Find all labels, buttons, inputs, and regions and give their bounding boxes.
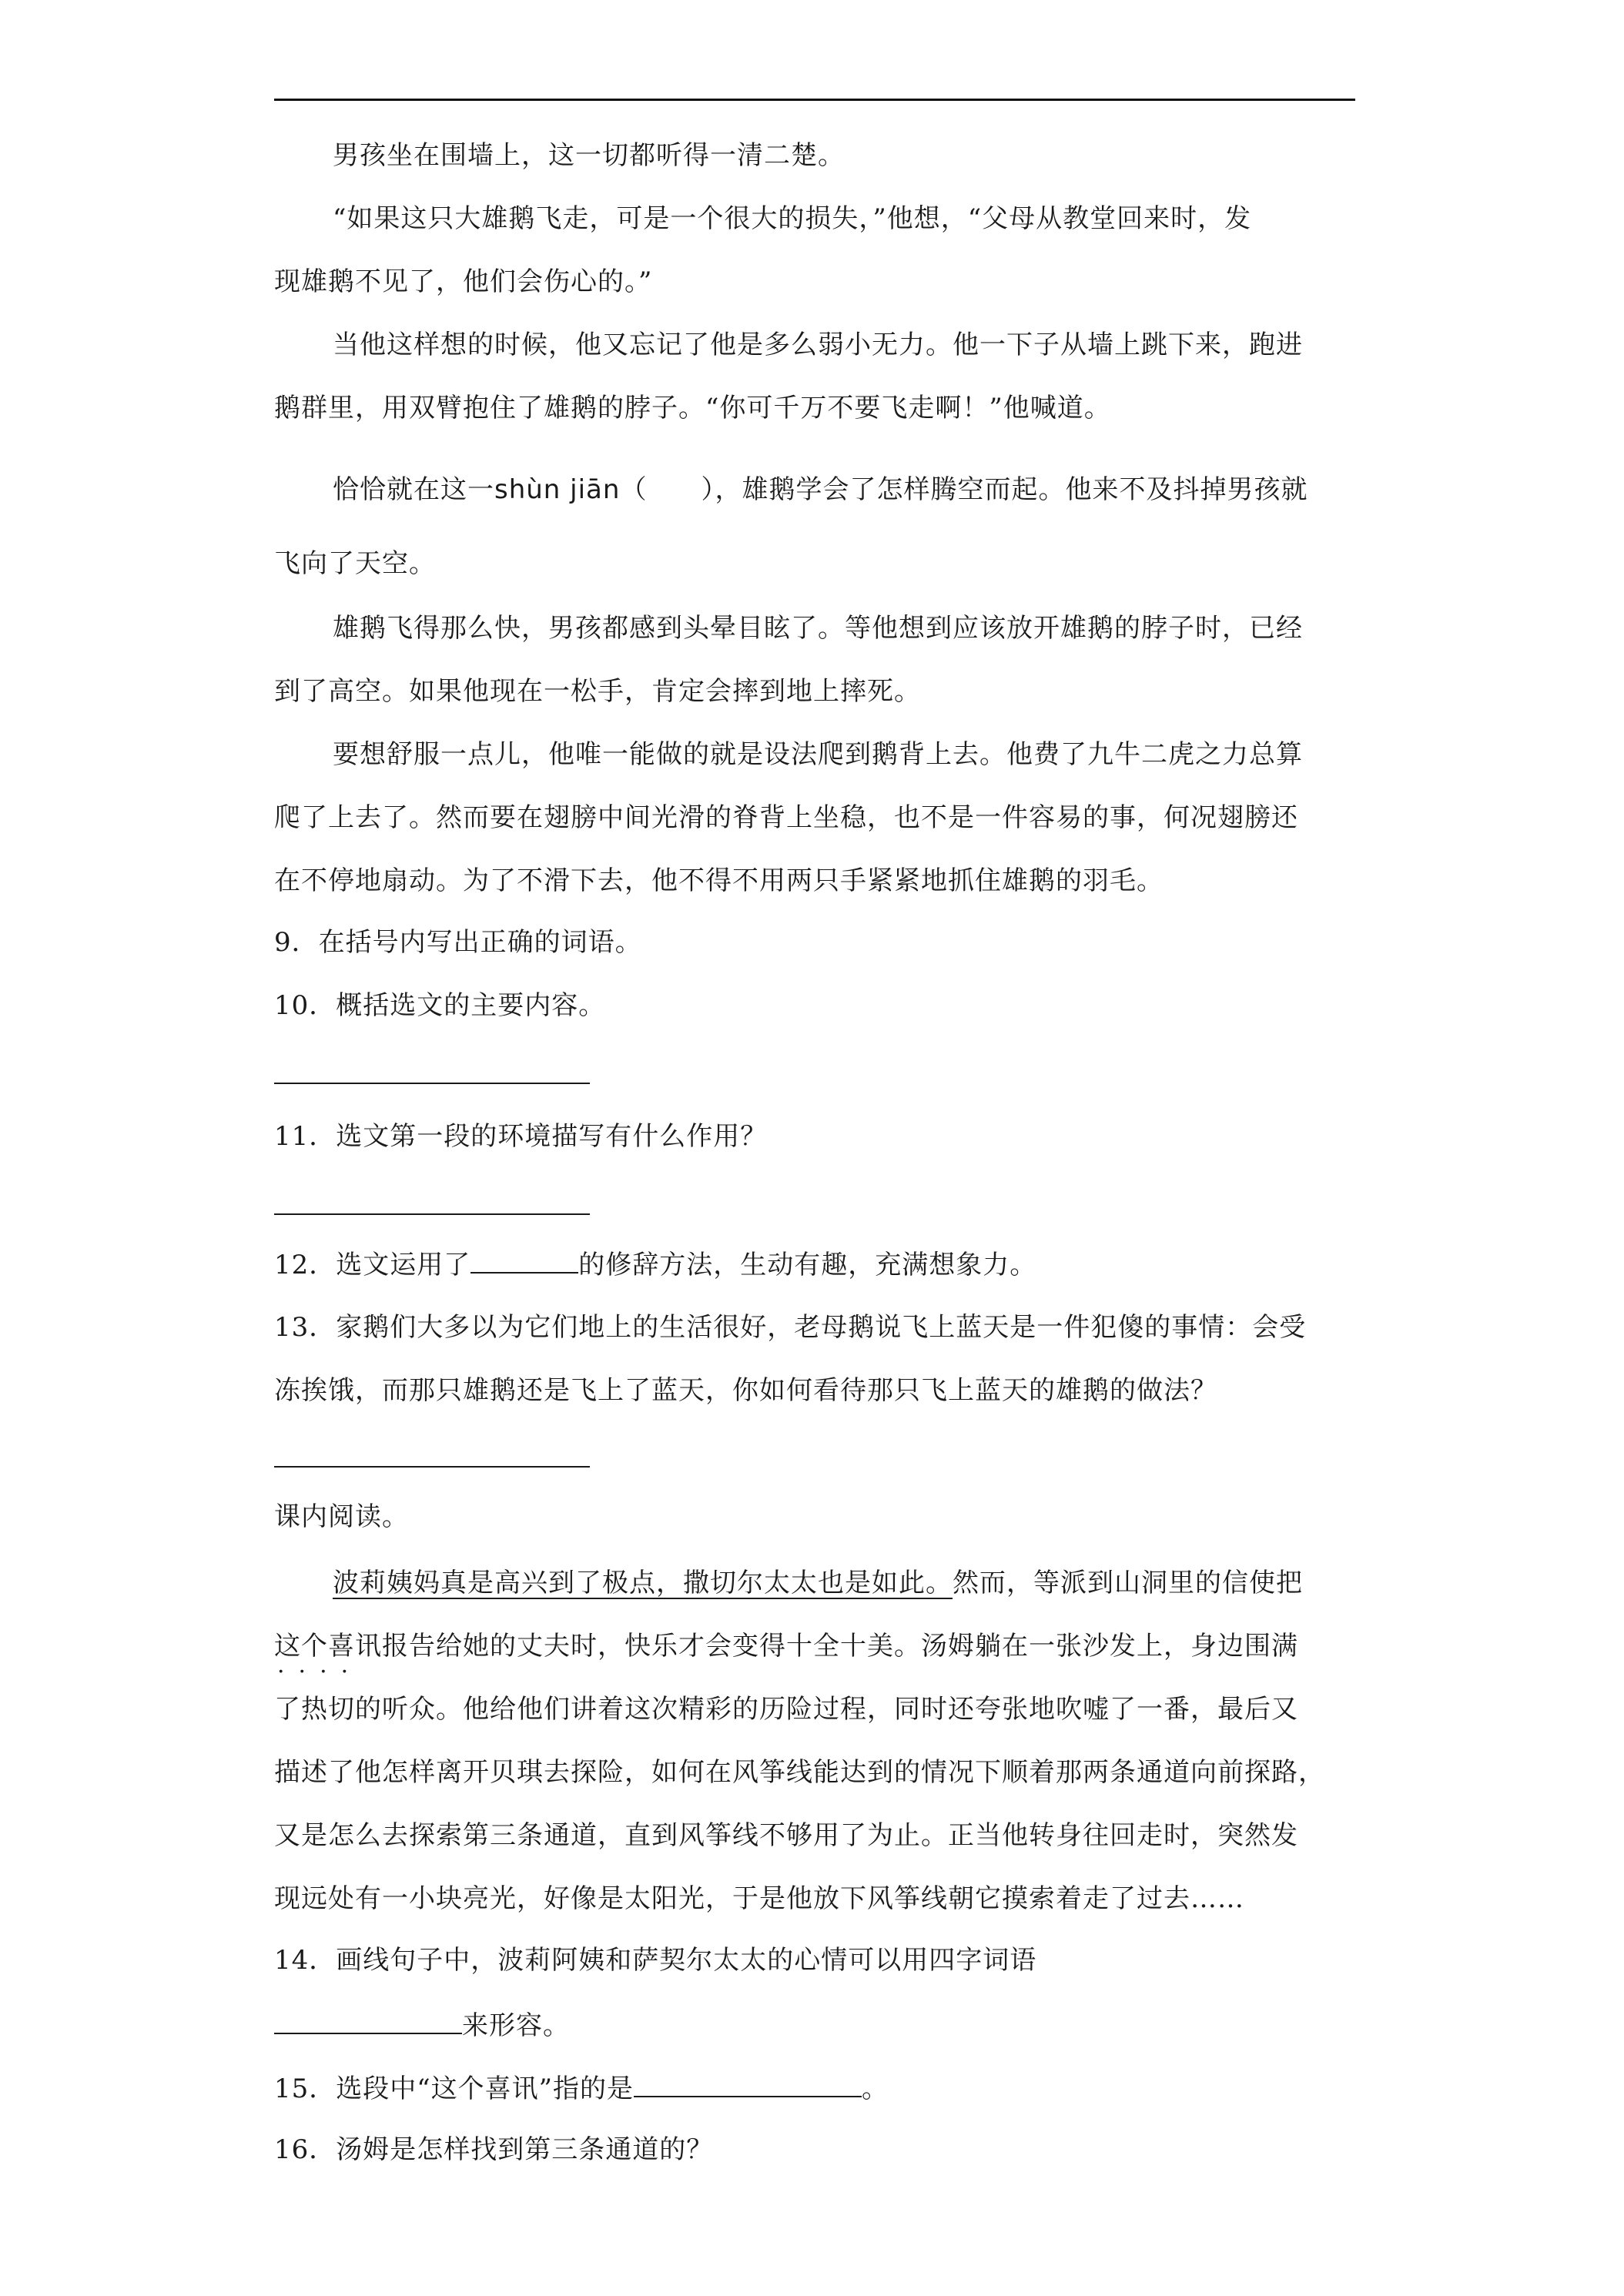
answer-line-13[interactable]: [274, 1466, 590, 1468]
section-title: 课内阅读。: [274, 1501, 409, 1532]
pinyin-text: shùn jiān: [494, 474, 621, 505]
question-15-after: 。: [862, 2073, 889, 2104]
question-14-cont: [274, 2010, 570, 2041]
paragraph-line: 又是怎么去探索第三条通道，直到风筝线不够用了为止。正当他转身往回走时，突然发: [274, 1820, 1298, 1851]
answer-line-11[interactable]: [274, 1213, 590, 1215]
pinyin-after: ，雄鹅学会了怎样腾空而起。他来不及抖掉男孩就: [715, 474, 1308, 505]
question-10: 10．概括选文的主要内容。: [274, 990, 606, 1021]
paragraph-line: 在不停地扇动。为了不滑下去，他不得不用两只手紧紧地抓住雄鹅的羽毛。: [274, 865, 1164, 896]
paragraph-line: 鹅群里，用双臂抱住了雄鹅的脖子。“你可千万不要飞走啊！”他喊道。: [274, 393, 1111, 423]
paragraph-line: 现远处有一小块亮光，好像是太阳光，于是他放下风筝线朝它摸索着走了过去……: [274, 1883, 1244, 1914]
question-9: 9．在括号内写出正确的词语。: [274, 927, 642, 958]
question-11: 11．选文第一段的环境描写有什么作用？: [274, 1121, 768, 1152]
paragraph-line: [333, 1568, 1303, 1598]
underlined-sentence: 波莉姨妈真是高兴到了极点，撒切尔太太也是如此。: [333, 1568, 953, 1598]
paragraph-line: [274, 1631, 1298, 1685]
pinyin-before: 恰恰就在这一: [333, 474, 494, 505]
paragraph-line: 男孩坐在围墙上，这一切都听得一清二楚。: [333, 140, 845, 171]
answer-blank-15[interactable]: [634, 2073, 862, 2097]
question-12-before: 12．选文运用了: [274, 1250, 471, 1280]
paragraph-text: 报告给她的丈夫时，快乐才会变得十全十美。汤姆躺在一张沙发上，身边围满: [382, 1631, 1298, 1662]
dotted-phrase-text: 这个喜讯: [274, 1631, 382, 1662]
answer-blank-12[interactable]: [470, 1249, 578, 1274]
question-12: [274, 1249, 1036, 1280]
header-rule: [274, 99, 1355, 101]
paragraph-line: 当他这样想的时候，他又忘记了他是多么弱小无力。他一下子从墙上跳下来，跑进: [333, 330, 1303, 360]
question-12-after: 的修辞方法，生动有趣，充满想象力。: [578, 1250, 1037, 1280]
paragraph-line: 雄鹅飞得那么快，男孩都感到头晕目眩了。等他想到应该放开雄鹅的脖子时，已经: [333, 613, 1303, 644]
pinyin-fill-line: [333, 474, 1308, 505]
question-16: 16．汤姆是怎样找到第三条通道的？: [274, 2134, 714, 2165]
paragraph-line: 爬了上去了。然而要在翅膀中间光滑的脊背上坐稳，也不是一件容易的事，何况翅膀还: [274, 802, 1298, 833]
answer-line-10[interactable]: [274, 1083, 590, 1084]
paragraph-line: 现雄鹅不见了，他们会伤心的。”: [274, 266, 653, 297]
question-13-line: 13．家鹅们大多以为它们地上的生活很好，老母鹅说飞上蓝天是一件犯傻的事情：会受: [274, 1312, 1307, 1343]
paragraph-line: 到了高空。如果他现在一松手，肯定会摔到地上摔死。: [274, 676, 921, 707]
paragraph-line: 飞向了天空。: [274, 548, 436, 579]
paragraph-text: 然而，等派到山洞里的信使把: [953, 1568, 1303, 1598]
emphasis-dots: ····: [277, 1658, 363, 1685]
question-14-after: 来形容。: [462, 2010, 570, 2041]
question-14: 14．画线句子中，波莉阿姨和萨契尔太太的心情可以用四字词语: [274, 1945, 1037, 1976]
question-15-before: 15．选段中“这个喜讯”指的是: [274, 2073, 635, 2104]
answer-bracket[interactable]: （ ）: [620, 474, 715, 505]
paragraph-line: 了热切的听众。他给他们讲着这次精彩的历险过程，同时还夸张地吹嘘了一番，最后又: [274, 1694, 1298, 1725]
paragraph-line: 描述了他怎样离开贝琪去探险，如何在风筝线能达到的情况下顺着那两条通道向前探路，: [274, 1757, 1325, 1788]
question-15: [274, 2073, 889, 2104]
paragraph-line: 要想舒服一点儿，他唯一能做的就是设法爬到鹅背上去。他费了九牛二虎之力总算: [333, 739, 1303, 770]
paragraph-line: “如果这只大雄鹅飞走，可是一个很大的损失，”他想，“父母从教堂回来时，发: [333, 203, 1252, 234]
dotted-phrase: [274, 1631, 382, 1685]
answer-blank-14[interactable]: [274, 2010, 462, 2034]
question-13-line: 冻挨饿，而那只雄鹅还是飞上了蓝天，你如何看待那只飞上蓝天的雄鹅的做法？: [274, 1375, 1217, 1406]
